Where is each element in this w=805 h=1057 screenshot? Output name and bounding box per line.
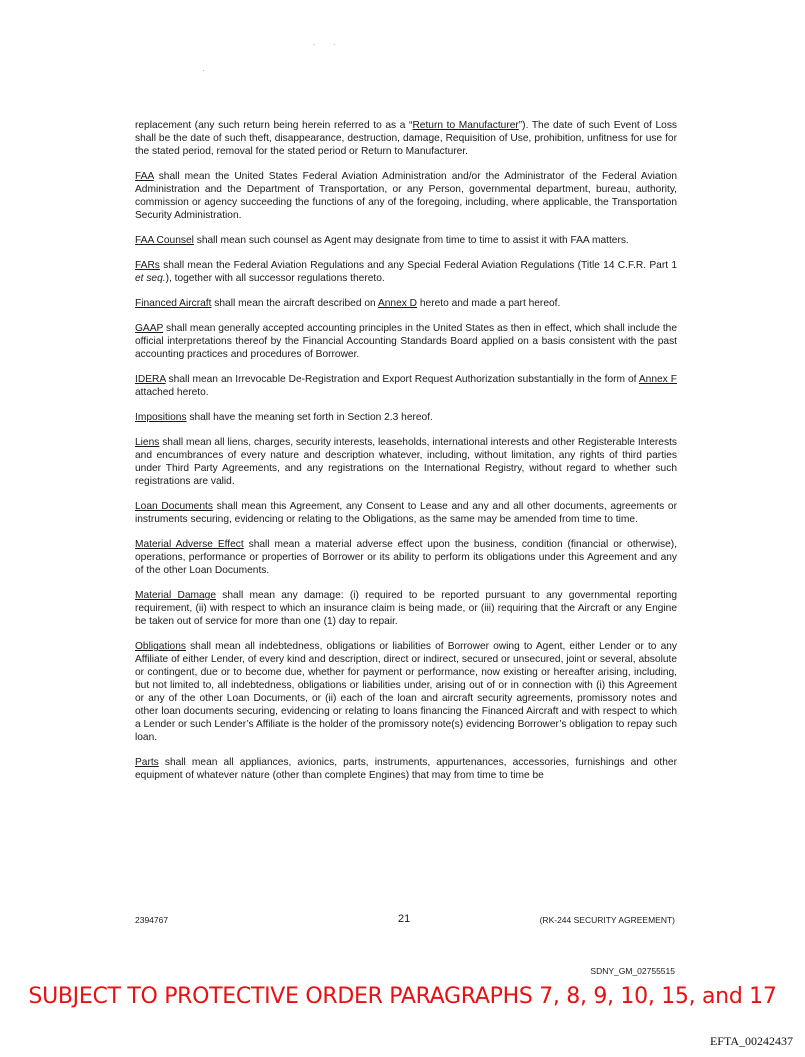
definition-paragraph-fars (135, 259, 677, 285)
definition-paragraph-material-damage (135, 589, 677, 628)
paragraph-text-segment: replacement (any such return being herein referred to as a “ (135, 120, 413, 131)
defined-term: FAA Counsel (135, 235, 194, 246)
defined-term: IDERA (135, 374, 166, 385)
paragraph-text-segment: hereto and made a part hereof. (417, 298, 561, 309)
bates-number: SDNY_GM_02755515 (590, 966, 675, 976)
paragraph-text-segment: shall mean the aircraft described on (211, 298, 378, 309)
paragraph-text-segment: shall mean such counsel as Agent may designate from time to time to assist it with FAA matters. (193, 235, 629, 246)
footer-doc-number: 2394767 (135, 915, 169, 925)
document-body (135, 119, 677, 794)
paragraph-text-segment: shall mean generally accepted accounting principles in the United States as then in effect, which shall include the official interpretations thereof by the Financial Accounting Standards Board applied on a basis consistent with the past accounting practices and procedures of Borrower. (135, 323, 677, 360)
footer-page-number: 21 (398, 913, 411, 925)
defined-term: Liens (135, 437, 160, 448)
paragraph-text-segment: Annex F (638, 374, 677, 385)
definition-paragraph-gaap (135, 322, 677, 361)
definition-paragraph-liens (135, 436, 677, 488)
paragraph-text-segment: shall mean a material adverse effect upon the business, condition (financial or otherwise), operations, performance or properties of Borrower or its ability to perform its obligations under this Agreement and any of the other Loan Documents. (135, 539, 677, 576)
paragraph-text-segment: shall mean all liens, charges, security interests, leaseholds, international interests and other Registerable Interests and encumbrances of every nature and description whatever, including, without limitation, any rights of third parties under Third Party Agreements, and any registrations on the International Registry, without regard to whether such registrations are valid. (135, 437, 677, 487)
scan-speck: · (202, 66, 205, 75)
defined-term: Parts (135, 757, 159, 768)
paragraph-text-segment: shall have the meaning set forth in Section 2.3 hereof. (186, 412, 433, 423)
defined-term: Material Adverse Effect (135, 539, 244, 550)
paragraph-text-segment: ), together with all successor regulations thereto. (165, 273, 385, 284)
definition-paragraph-faa (135, 170, 677, 222)
defined-term: FAA (135, 171, 154, 182)
paragraph-text-segment: shall mean any damage: (i) required to be reported pursuant to any governmental reporting requirement, (ii) with respect to which an insurance claim is being made, or (iii) requiring that the Aircraft or any Engine be taken out of service for more than one (1) day to repair. (135, 590, 677, 627)
paragraph-text-segment: Return to Manufacturer (412, 120, 519, 131)
scan-speck: · (313, 40, 316, 49)
definition-paragraph-parts (135, 756, 677, 782)
defined-term: Material Damage (135, 590, 217, 601)
definition-paragraph-faa-counsel (135, 234, 677, 247)
defined-term: Obligations (135, 641, 186, 652)
definition-paragraph-idera (135, 373, 677, 399)
definition-paragraph-impositions (135, 411, 677, 424)
efta-number: EFTA_00242437 (709, 1034, 793, 1048)
definition-paragraph-loan-documents (135, 500, 677, 526)
paragraph-text-segment: shall mean all indebtedness, obligations or liabilities of Borrower owing to Agent, either Lender or to any Affiliate of either Lender, of every kind and description, direct or indirect, secured or unsecured, joint or several, absolute or contingent, due or to become due, whether for payment or performance, now existing or hereafter arising, including, but not limited to, all indebtedness, obligations or liabilities under, arising out of or in connection with (i) this Agreement or any of the other Loan Documents, or (ii) each of the loan and aircraft security agreements, promissory notes and other loan documents securing, evidencing or relating to loans financing the Financed Aircraft and with respect to which a Lender or such Lender’s Affiliate is the holder of the promissory note(s) evidencing Borrower’s obligation to repay such loan. (135, 641, 677, 743)
definition-paragraph-material-adverse-effect (135, 538, 677, 577)
paragraph-text-segment: shall mean the United States Federal Aviation Administration and/or the Administrator of the Federal Aviation Administration and the Department of Transportation, or any Person, governmental department, bureau, authority, commission or agency succeeding the functions of any of the foregoing, including, where applicable, the Transportation Security Administration. (135, 171, 677, 221)
footer-doc-title: (RK-244 SECURITY AGREEMENT) (539, 915, 675, 925)
definition-paragraph-financed-aircraft (135, 297, 677, 310)
paragraph-text-segment: attached hereto. (135, 387, 209, 398)
paragraph-text-segment: et seq. (135, 273, 166, 284)
definition-paragraph-obligations (135, 640, 677, 744)
paragraph-text-segment: ”). The date of such Event of Loss shall be the date of such theft, disappearance, destruction, damage, Requisition of Use, prohibition, unfitness for use for the stated period, removal for the stated period or Return to Manufacturer. (135, 120, 678, 157)
defined-term: FARs (135, 260, 160, 271)
paragraph-text-segment: shall mean this Agreement, any Consent to Lease and any and all other documents, agreements or instruments securing, evidencing or relating to the Obligations, as the same may be amended from time to time. (135, 501, 677, 525)
defined-term: Impositions (135, 412, 187, 423)
protective-order-notice: SUBJECT TO PROTECTIVE ORDER PARAGRAPHS 7, 8, 9, 10, 15, and 17 (28, 984, 777, 1009)
paragraph-text-segment: Annex D (377, 298, 418, 309)
paragraph-text-segment: shall mean an Irrevocable De-Registration and Export Request Authorization substantially in the form of (165, 374, 639, 385)
paragraph-text-segment: shall mean all appliances, avionics, parts, instruments, appurtenances, accessories, furnishings and other equipment of whatever nature (other than complete Engines) that may from time to time be (135, 757, 677, 781)
definition-paragraph-return-to-manufacturer (135, 119, 677, 158)
scan-speck: · (333, 40, 336, 49)
paragraph-text-segment: shall mean the Federal Aviation Regulations and any Special Federal Aviation Regulations (Title 14 C.F.R. Part 1 (159, 260, 677, 271)
defined-term: Financed Aircraft (135, 298, 212, 309)
defined-term: GAAP (135, 323, 164, 334)
defined-term: Loan Documents (135, 501, 213, 512)
